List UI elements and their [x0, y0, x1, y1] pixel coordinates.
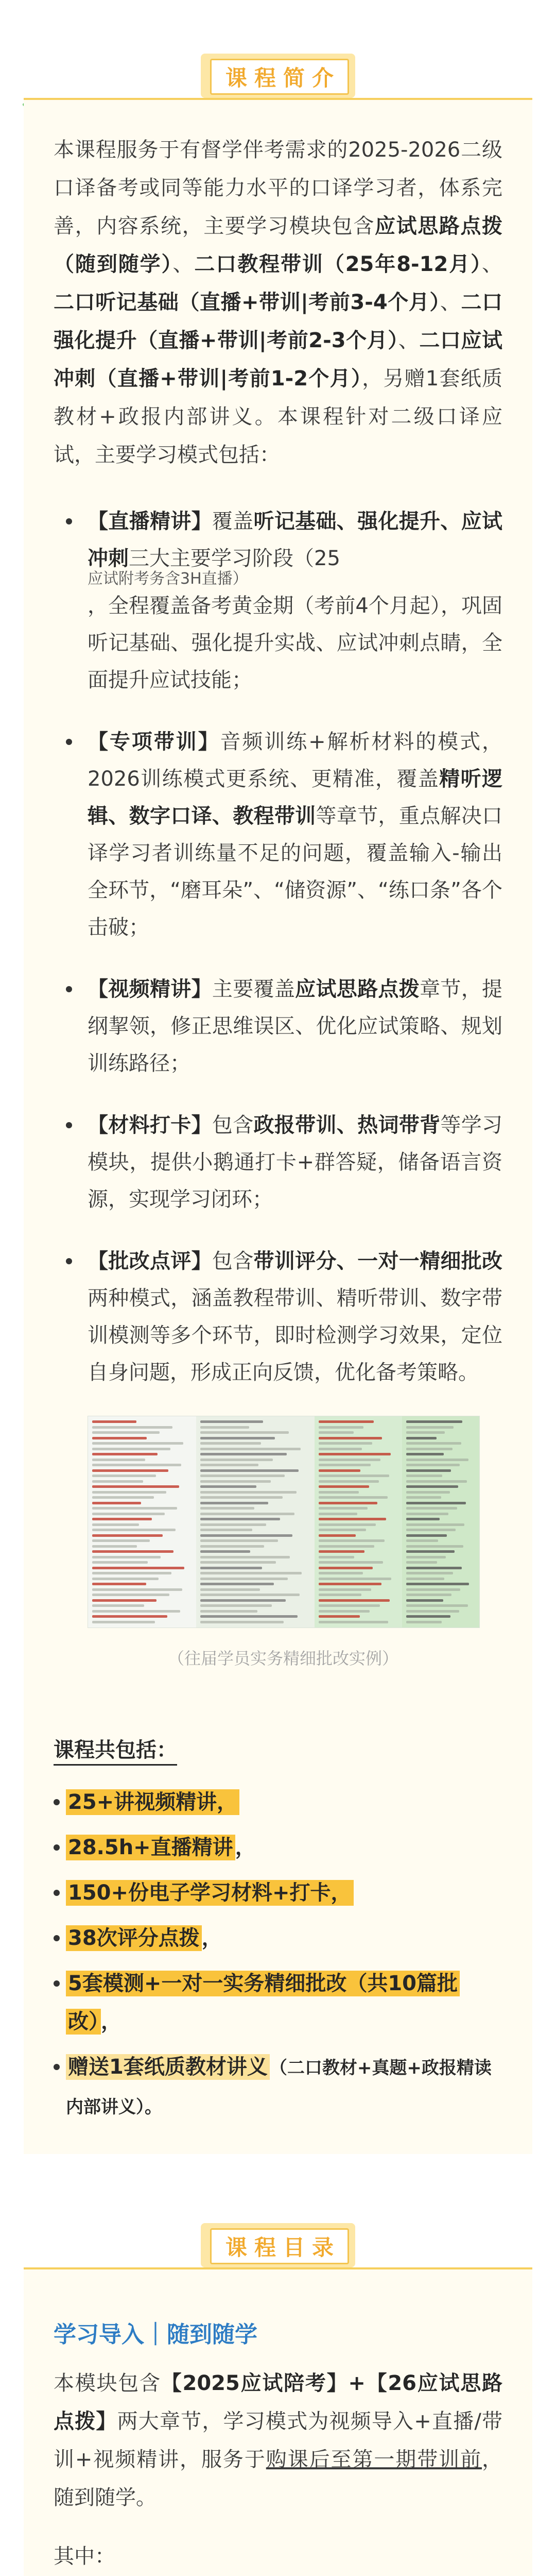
intro-text-tail: ，另赠1套纸质教材+政报内部讲义。本课程针对二级口译应试，主要学习模式包括：	[54, 367, 503, 467]
image-line	[319, 1491, 359, 1494]
separator: 、	[398, 329, 420, 352]
image-line	[319, 1550, 364, 1553]
include-highlight: 5套模测+一对一实务精细批改（共10篇批改）	[66, 1971, 460, 2035]
image-line	[200, 1545, 264, 1548]
image-line	[406, 1610, 459, 1613]
image-line	[200, 1550, 250, 1553]
image-line	[200, 1518, 280, 1520]
image-line	[319, 1594, 361, 1596]
image-line	[200, 1502, 268, 1504]
include-rest: ，	[235, 1836, 256, 1859]
desc-text: 两大章节，学习模式为视频导入+直播/带训+视频精讲，服务于	[54, 2410, 502, 2471]
image-line	[92, 1599, 157, 1602]
image-line	[92, 1513, 165, 1515]
image-line	[319, 1572, 363, 1574]
image-line	[92, 1485, 179, 1488]
image-line	[406, 1529, 456, 1531]
mode-text: 覆盖	[212, 510, 254, 533]
image-line	[200, 1599, 286, 1602]
separator: 、	[440, 291, 461, 314]
image-line	[200, 1426, 249, 1429]
image-line	[406, 1578, 444, 1580]
page	[0, 65, 556, 2576]
include-item	[66, 1828, 502, 1867]
image-line	[200, 1453, 287, 1455]
image-line	[406, 1539, 438, 1542]
mode-special-training	[88, 723, 502, 946]
image-line	[406, 1583, 469, 1585]
module-heading: 学习导入｜随到随学	[54, 2321, 257, 2348]
image-line	[200, 1464, 258, 1466]
image-line	[200, 1475, 285, 1477]
image-line	[319, 1496, 388, 1499]
include-highlight: 150+份电子学习材料+打卡，	[66, 1880, 354, 1906]
image-line	[406, 1556, 446, 1558]
image-line	[92, 1448, 170, 1450]
image-line	[319, 1431, 354, 1434]
image-line	[200, 1459, 273, 1461]
mode-highlight: 应试思路点拨	[295, 977, 420, 1001]
desc-text: 本模块包含	[54, 2371, 161, 2395]
image-line	[406, 1615, 450, 1618]
section-title: 课程目录	[225, 2235, 341, 2260]
image-line	[319, 1610, 370, 1613]
image-line	[406, 1550, 455, 1553]
separator: 、	[482, 252, 503, 276]
mode-text-overlap-line: 应试附考务含3H直播）	[88, 570, 248, 588]
mode-live-lecture	[88, 503, 502, 699]
image-line	[92, 1496, 154, 1499]
image-line	[319, 1437, 382, 1439]
image-line	[200, 1513, 294, 1515]
image-line	[319, 1529, 366, 1531]
image-line	[92, 1464, 181, 1466]
mode-label: 【材料打卡】	[88, 1113, 212, 1137]
title-tab-frame	[210, 59, 349, 95]
image-line	[406, 1518, 440, 1520]
image-line	[319, 1442, 372, 1445]
image-line	[200, 1534, 292, 1537]
image-line	[200, 1448, 301, 1450]
image-line	[319, 1561, 383, 1564]
mode-text-tail: 两种模式，涵盖教程带训、精听带训、数字带训模测等多个环节，即时检测学习效果，定位自身问题，形成正向反馈，优化备考策略。	[88, 1286, 502, 1384]
image-line	[92, 1442, 183, 1445]
mode-correction-review	[88, 1243, 502, 1391]
image-line	[200, 1437, 275, 1439]
image-line	[319, 1485, 369, 1488]
learning-modes-list	[54, 503, 502, 1391]
image-line	[200, 1610, 257, 1613]
image-line	[92, 1518, 152, 1520]
image-line	[319, 1615, 360, 1618]
image-line	[406, 1572, 453, 1574]
image-line	[200, 1615, 298, 1618]
image-line	[406, 1480, 467, 1483]
image-line	[319, 1539, 385, 1542]
image-line	[406, 1594, 451, 1596]
image-line	[92, 1594, 169, 1596]
mode-text-tail: 等章节，重点解决口译学习者训练量不足的问题，覆盖输入-输出全环节，“磨耳朵”、“储资源”、“练口条”各个击破；	[88, 804, 503, 939]
image-line	[92, 1431, 160, 1434]
image-line	[319, 1621, 388, 1623]
module-textbook: 二口教程带训（25年8-12月）	[194, 252, 482, 276]
includes-list	[54, 1783, 502, 2126]
module-sprint: 二口应试冲刺（直播+带训|考前1-2个月）	[54, 329, 503, 391]
image-line	[200, 1556, 290, 1558]
image-line	[406, 1599, 443, 1602]
image-line	[200, 1523, 266, 1526]
image-line	[92, 1561, 148, 1564]
mode-highlight: 听记基础、强化提升、应试冲刺	[88, 510, 503, 570]
image-line	[406, 1431, 445, 1434]
include-rest: ，	[101, 2010, 121, 2033]
image-line	[406, 1561, 437, 1564]
image-line	[200, 1507, 254, 1510]
image-line	[406, 1448, 453, 1450]
image-line	[319, 1583, 381, 1585]
image-line	[319, 1518, 386, 1520]
image-line	[200, 1604, 272, 1607]
image-line	[319, 1475, 389, 1477]
mode-text: 音频训练+解析材料的模式，2026训练模式更系统、更精准，覆盖	[88, 730, 503, 791]
image-line	[319, 1567, 373, 1569]
image-line	[92, 1475, 156, 1477]
image-line	[319, 1469, 360, 1472]
image-line	[200, 1491, 297, 1494]
image-line	[200, 1588, 260, 1591]
image-line	[200, 1539, 278, 1542]
include-item	[66, 1919, 502, 1957]
image-line	[319, 1599, 390, 1602]
image-line	[406, 1513, 448, 1515]
image-line	[319, 1523, 376, 1526]
image-line	[406, 1464, 460, 1466]
image-line	[406, 1453, 444, 1455]
image-line	[319, 1448, 362, 1450]
image-line	[319, 1453, 391, 1455]
include-rest: （二口教材+真题+政报精读内部讲义）。	[66, 2058, 492, 2117]
image-line	[92, 1469, 168, 1472]
image-line	[200, 1594, 300, 1596]
mode-text-tail: 等学习模块，提供小鹅通打卡+群答疑，储备语言资源，实现学习闭环；	[88, 1113, 503, 1211]
mode-label: 【专项带训】	[88, 730, 220, 754]
image-line	[92, 1453, 158, 1455]
among-label: 其中：	[54, 2545, 115, 2568]
module-intensive: 二口强化提升（直播+带训|考前2-3个月）	[54, 291, 503, 352]
image-line	[319, 1502, 377, 1504]
include-item	[66, 1874, 502, 1912]
include-highlight: 赠送1套纸质教材讲义	[66, 2054, 270, 2080]
include-item	[66, 1964, 502, 2041]
image-line	[92, 1420, 136, 1423]
mode-text: 包含	[212, 1113, 254, 1137]
image-line	[92, 1588, 182, 1591]
image-line	[319, 1459, 380, 1461]
image-line	[200, 1578, 288, 1580]
course-intro-card	[24, 65, 532, 2154]
include-item	[66, 2048, 502, 2126]
image-line	[406, 1604, 468, 1607]
image-line	[92, 1583, 146, 1585]
mode-text-tail: ，全程覆盖备考黄金期（考前4个月起），巩固听记基础、强化提升实战、应试冲刺点睛，全面提升应试技能；	[88, 594, 502, 692]
mode-highlight: 带训评分、一对一精细批改	[253, 1249, 503, 1273]
image-line	[200, 1431, 289, 1434]
image-line	[319, 1556, 354, 1558]
mode-video-lecture	[88, 971, 502, 1082]
section-title-tab	[201, 2223, 355, 2267]
mode-text-overlap: 三大主要学习阶段（25	[129, 547, 340, 570]
image-line	[92, 1502, 141, 1504]
mode-text: 包含	[212, 1249, 254, 1273]
image-line	[406, 1469, 451, 1472]
image-line	[92, 1604, 144, 1607]
image-line	[92, 1615, 167, 1618]
mode-label: 【直播精讲】	[88, 510, 212, 533]
image-line	[319, 1604, 380, 1607]
mode-label: 【视频精讲】	[88, 977, 212, 1001]
image-line	[92, 1437, 147, 1439]
image-line	[319, 1480, 379, 1483]
image-line	[406, 1437, 437, 1439]
include-highlight: 28.5h+直播精讲	[66, 1835, 235, 1860]
mode-text: 主要覆盖	[212, 977, 296, 1001]
section-title-tab	[201, 54, 355, 98]
image-line	[92, 1572, 171, 1574]
desc-text: ，随到随学。	[54, 2448, 503, 2510]
image-line	[406, 1507, 457, 1510]
separator: 、	[172, 252, 195, 276]
image-line	[406, 1491, 450, 1494]
image-caption: （往届学员实务精细批改实例）	[167, 1649, 398, 1668]
image-line	[200, 1529, 252, 1531]
image-line	[92, 1426, 172, 1429]
module-listening-basics: 二口听记基础（直播+带训|考前3-4个月）	[54, 291, 440, 314]
correction-sample-image	[88, 1416, 480, 1628]
image-line	[406, 1502, 466, 1504]
image-line	[92, 1480, 143, 1483]
image-line	[406, 1588, 460, 1591]
image-line	[92, 1610, 180, 1613]
image-line	[319, 1578, 391, 1580]
image-line	[92, 1534, 163, 1537]
desc-underlined: 购课后至第一期带训前	[266, 2448, 482, 2471]
module-strategy: 应试思路点拨（随到随学）	[54, 214, 502, 276]
image-line	[200, 1496, 283, 1499]
image-line	[200, 1561, 276, 1564]
include-item	[66, 1783, 502, 1821]
image-line	[200, 1442, 261, 1445]
image-line	[200, 1485, 256, 1488]
intro-text-lead: 本课程服务于有督学伴考需求的2025-2026二级口译备考或同等能力水平的口译学习者，体系完善，内容系统，主要学习模块包含	[54, 138, 502, 238]
image-line	[200, 1420, 263, 1423]
image-line	[92, 1529, 176, 1531]
title-tab-frame	[210, 2228, 349, 2264]
image-line	[406, 1475, 442, 1477]
image-line	[200, 1583, 274, 1585]
image-line	[406, 1621, 442, 1623]
image-line	[406, 1567, 462, 1569]
mode-material-checkin	[88, 1107, 502, 1218]
mode-highlight: 精听逻辑、数字口译、教程带训	[88, 767, 503, 828]
module-description	[54, 2364, 502, 2517]
image-line	[92, 1491, 166, 1494]
image-line	[406, 1426, 454, 1429]
image-line	[92, 1556, 161, 1558]
image-line	[200, 1567, 262, 1569]
image-line	[406, 1523, 464, 1526]
image-line	[92, 1578, 159, 1580]
image-line	[319, 1464, 371, 1466]
image-line	[200, 1572, 302, 1574]
image-line	[319, 1534, 356, 1537]
image-line	[92, 1621, 155, 1623]
image-line	[406, 1485, 458, 1488]
image-line	[92, 1545, 137, 1548]
image-line	[92, 1507, 177, 1510]
section-title: 课程简介	[225, 65, 341, 91]
image-line	[406, 1459, 468, 1461]
image-line	[92, 1459, 145, 1461]
course-catalog-card	[24, 2235, 532, 2576]
image-line	[200, 1621, 284, 1623]
include-rest: ，	[201, 1926, 222, 1950]
image-line	[406, 1442, 461, 1445]
image-line	[406, 1496, 441, 1499]
image-line	[319, 1588, 371, 1591]
image-line	[319, 1420, 374, 1423]
image-line	[92, 1523, 139, 1526]
image-line	[319, 1545, 374, 1548]
image-line	[200, 1469, 299, 1472]
image-line	[92, 1567, 184, 1569]
image-line	[406, 1534, 447, 1537]
image-line	[200, 1480, 271, 1483]
include-highlight: 38次评分点拨	[66, 1925, 202, 1951]
image-line	[406, 1420, 462, 1423]
include-highlight: 25+讲视频精讲，	[66, 1789, 239, 1815]
desc-highlight: 【2025应试陪考】+【26应试思路点拨】	[54, 2371, 502, 2433]
image-line	[406, 1545, 463, 1548]
intro-paragraph	[54, 100, 502, 474]
mode-highlight: 政报带训、热词带背	[253, 1113, 441, 1137]
mode-text-tail: 章节，提纲挈领，修正思维误区、优化应试策略、规划训练路径；	[88, 977, 503, 1075]
image-line	[92, 1539, 150, 1542]
includes-title: 课程共包括：	[54, 1736, 177, 1766]
image-line	[92, 1550, 173, 1553]
mode-label: 【批改点评】	[88, 1249, 212, 1273]
image-line	[319, 1513, 357, 1515]
image-line	[319, 1426, 363, 1429]
image-line	[319, 1507, 368, 1510]
